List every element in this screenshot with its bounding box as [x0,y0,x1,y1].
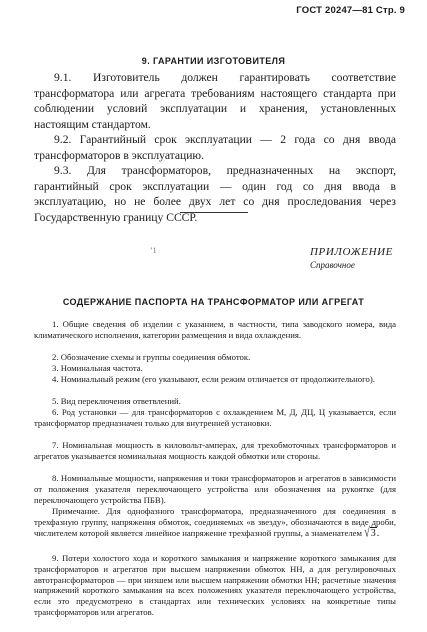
appendix-title: СОДЕРЖАНИЕ ПАСПОРТА НА ТРАНСФОРМАТОР ИЛИ АГРЕГАТ [62,297,365,307]
appendix-item-3 [34,363,396,374]
appendix-note [34,506,396,539]
appendix-item-4-text: 4. Номинальный режим (его указывают, если режим отличается от продолжительного). [52,374,375,384]
appendix-item-2 [34,352,396,363]
appendix-item-5-text: 5. Вид переключения ответвлений. [52,396,181,406]
sqrt-value: 3 [370,527,376,539]
appendix-item-7-text: 7. Номинальная мощность в киловольт-амперах, для трехобмоточных трансформаторов и агрегатов указывается номинальная мощность каждой обмотки или стороны. [34,440,396,461]
section-divider [180,212,248,213]
appendix-item-9 [34,553,396,618]
appendix-item-3-text: 3. Номинальная частота. [52,363,143,373]
appendix-item-6 [34,407,396,429]
appendix-item-7 [34,440,396,462]
paragraph-9-3-text: 9.3. Для трансформаторов, предназначенных на экспорт, гарантийный срок эксплуатации — один год со дня ввода в эксплуатацию, но не более двух лет со дня проследования через Государственную границу СССР. [34,164,396,224]
appendix-sublabel: Справочное [310,260,355,270]
appendix-item-8 [34,473,396,505]
sqrt-symbol: √3. [364,525,380,541]
appendix-item-1-text: 1. Общие сведения об изделии с указанием, в частности, типа заводского номера, вида климатического исполнения, категории размещения и вида охлаждения. [34,319,396,340]
appendix-item-8-text: 8. Номинальные мощности, напряжения и токи трансформаторов и агрегатов в зависимости от положения указателя переключающего устройства или обозначения на рукоятке (для переключающего устройства ПБВ). [34,473,396,505]
appendix-item-9-text: 9. Потери холостого хода и короткого замыкания и напряжение короткого замыкания для трансформаторов и агрегатов при высшем напряжении обмоток НН, а для регулировочных автотрансформаторов — при низшем или высшем напряжении обмотки НН; расчетные значения напряжений короткого замыкания на всех положениях указателя переключающего устройства, если это предусмотрено в стандартах или технических условиях на конкретные типы трансформаторов или агрегатов. [34,553,396,617]
section-title: 9. ГАРАНТИИ ИЗГОТОВИТЕЛЯ [141,56,286,66]
appendix-item-2-text: 2. Обозначение схемы и группы соединения обмоток. [52,352,251,362]
appendix-item-1 [34,319,396,341]
appendix-note-text: Примечание. Для однофазного трансформатора, предназначенного для соединения в трехфазную группу, напряжения обмоток, соединяемых «в звезду», обозначаются в виде дроби, числителем которой является линейное напряжение трехфазной группы, а знаменателем [34,506,396,538]
stray-mark: ʼ1 [150,246,157,255]
paragraph-9-2-text: 9.2. Гарантийный срок эксплуатации — 2 года со дня ввода трансформаторов в эксплуатацию. [34,133,396,162]
appendix-item-5 [34,396,396,407]
paragraph-9-3 [34,163,396,225]
paragraph-9-2 [34,132,396,163]
appendix-heading [310,246,393,270]
appendix-label: ПРИЛОЖЕНИЕ [310,246,393,258]
paragraph-9-1-text: 9.1. Изготовитель должен гарантировать соответствие трансформатора или агрегата требованиям настоящего стандарта при соблюдении условий эксплуатации и хранения, установленных настоящим стандартом. [34,71,396,131]
page-header: ГОСТ 20247—81 Стр. 9 [296,5,405,16]
paragraph-9-1 [34,70,396,132]
appendix-item-4 [34,374,396,385]
appendix-item-6-text: 6. Род установки — для трансформаторов с охлаждением М, Д, ДЦ, Ц указывается, если трансформатор предназначен только для внутренней установки. [34,407,396,428]
